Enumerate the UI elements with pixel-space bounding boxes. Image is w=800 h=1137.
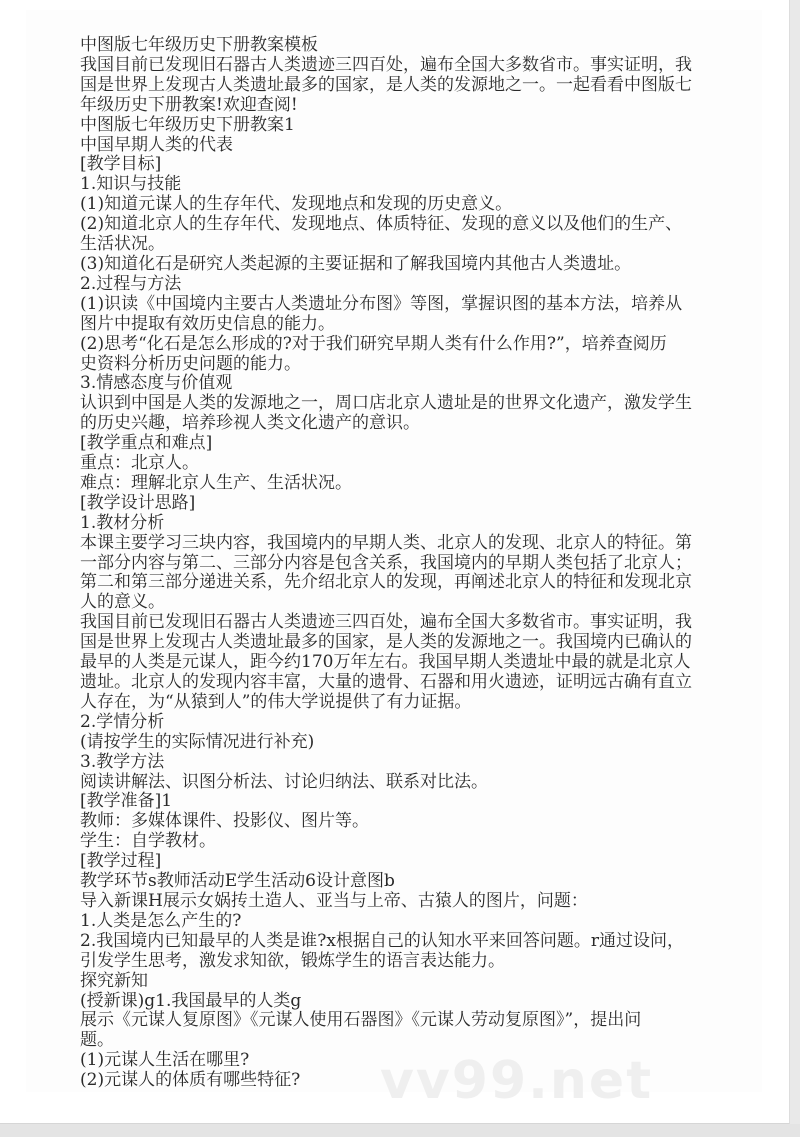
text-line: 人的意义。 [80,592,165,613]
text-line: (1)元谋人生活在哪里? [80,1050,250,1071]
text-line: 史资料分析历史问题的能力。 [80,353,301,374]
text-line: 一部分内容与第二、三部分内容是包含关系，我国境内的早期人类包括了北京人； [80,552,692,573]
text-line: [教学目标] [80,154,162,175]
text-line: 中图版七年级历史下册教案模板 [80,35,318,55]
text-line: 教师：多媒体课件、投影仪、图片等。 [80,811,369,832]
text-line: (1)知道元谋人的生存年代、发现地点和发现的历史意义。 [80,194,513,215]
text-line: 图片中提取有效历史信息的能力。 [80,313,335,334]
text-line: 第二和第三部分递进关系，先介绍北京人的发现，再阐述北京人的特征和发现北京 [80,572,692,593]
text-line: 题。 [80,1030,114,1051]
text-line: 中图版七年级历史下册教案1 [80,114,295,135]
text-line: (3)知道化石是研究人类起源的主要证据和了解我国境内其他古人类遗址。 [80,253,632,274]
text-line: 3.教学方法 [80,751,165,772]
text-line: 2.学情分析 [80,711,165,732]
text-line: 难点：理解北京人生产、生活状况。 [80,472,352,493]
text-line: 人存在，为“从猿到人”的伟大学说提供了有力证据。 [80,691,472,712]
text-line: [教学过程] [80,851,162,872]
text-line: (2)元谋人的体质有哪些特征? [80,1070,301,1091]
text-line: [教学设计思路] [80,492,196,513]
text-line: 1.知识与技能 [80,174,182,195]
text-line: 探究新知 [80,970,148,991]
text-line: 教学环节s教师活动E学生活动6设计意图b [80,871,395,892]
text-line: 2.过程与方法 [80,273,182,294]
text-line: (1)识读《中国境内主要古人类遗址分布图》等图，掌握识图的基本方法，培养从 [80,293,683,314]
text-line: 导入新课H展示女娲抟土造人、亚当与上帝、古猿人的图片，问题： [80,890,588,911]
text-line: 本课主要学习三块内容，我国境内的早期人类、北京人的发现、北京人的特征。第 [80,532,692,553]
text-line: 我国目前已发现旧石器古人类遗迹三四百处，遍布全国大多数省市。事实证明，我 [80,54,692,75]
text-line: 3.情感态度与价值观 [80,373,233,394]
watermark: vv99.net [380,1051,654,1111]
text-line: 重点：北京人。 [80,453,199,474]
text-line: 阅读讲解法、识图分析法、讨论归纳法、联系对比法。 [80,771,488,792]
text-line: 的历史兴趣，培养珍视人类文化遗产的意识。 [80,413,420,434]
text-line: 2.我国境内已知最早的人类是谁?x根据自己的认知水平来回答问题。r通过设问， [80,930,685,951]
text-line: (授新课)g1.我国最早的人类g [80,990,302,1011]
text-line: 引发学生思考，激发求知欲，锻炼学生的语言表达能力。 [80,950,505,971]
text-line: 最早的人类是元谋人，距今约170万年左右。我国早期人类遗址中最的就是北京人 [80,652,691,673]
text-line: (2)知道北京人的生存年代、发现地点、体质特征、发现的意义以及他们的生产、 [80,214,683,235]
text-line: 国是世界上发现古人类遗址最多的国家，是人类的发源地之一。一起看看中图版七 [80,74,692,95]
text-line: 展示《元谋人复原图》《元谋人使用石器图》《元谋人劳动复原图》”，提出问 [80,1010,642,1031]
text-line: 国是世界上发现古人类遗址最多的国家，是人类的发源地之一。我国境内已确认的 [80,632,692,653]
text-line: 我国目前已发现旧石器古人类遗迹三四百处，遍布全国大多数省市。事实证明，我 [80,612,692,633]
viewer-bottom-bar [0,1124,800,1137]
text-line: 遗址。北京人的发现内容丰富，大量的遗骨、石器和用火遗迹，证明远古确有直立 [80,672,692,692]
text-line: [教学准备]1 [80,791,173,812]
text-line: 中国早期人类的代表 [80,134,233,155]
document-text [80,36,740,1091]
text-line: 学生：自学教材。 [80,831,216,852]
text-line: 生活状况。 [80,234,165,255]
text-line: 认识到中国是人类的发源地之一，周口店北京人遗址是的世界文化遗产，激发学生 [80,393,692,414]
text-line: [教学重点和难点] [80,433,213,454]
text-line: (2)思考“化石是怎么形成的?对于我们研究早期人类有什么作用?”，培养查阅历 [80,333,667,354]
text-line: (请按学生的实际情况进行补充) [80,731,315,752]
text-line: 1.教材分析 [80,512,165,533]
text-line: 年级历史下册教案!欢迎查阅! [80,94,298,115]
text-line: 1.人类是怎么产生的? [80,910,242,931]
